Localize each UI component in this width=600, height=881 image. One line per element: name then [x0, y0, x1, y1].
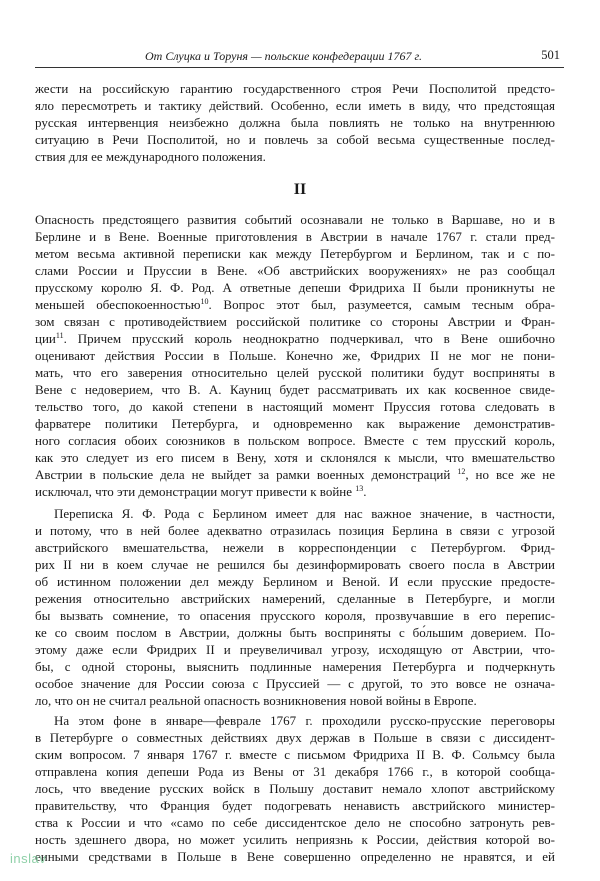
p1-line-16-rest: , но все же не: [465, 467, 555, 482]
p3-line-1: На этом фоне в январе—феврале 1767 г. проходили русско-прусские переговоры: [54, 713, 555, 728]
footnote-ref-13[interactable]: 13: [355, 484, 364, 493]
p1-line-17-rest: .: [363, 484, 367, 499]
p3-line-5: лось, что введение русских войск в Польшу доставит немало хлопот австрийскому: [35, 781, 555, 796]
running-header: [35, 46, 564, 66]
footnote-ref-12[interactable]: 12: [457, 467, 466, 476]
p1-line-13: фарватере политики Петербурга, и одновременно как выражение демонстратив-: [35, 416, 555, 431]
p1-line-9: оценивают действия России в Польше. Конечно же, Фридрих II не мог не пони-: [35, 348, 555, 363]
header-rule: [35, 67, 564, 68]
intro-line-3: русская интервенция неизбежно должна была повлиять не только на внутреннюю: [35, 115, 555, 130]
p3-line-4: отправлена копия депеши Рода из Вены от 31 декабря 1766 г., в которой сообща-: [35, 764, 555, 779]
page-number: 501: [541, 48, 560, 62]
p1-line-17: [35, 483, 555, 500]
footnote-ref-11[interactable]: 11: [55, 331, 64, 340]
p1-line-1: Опасность предстоящего развития событий осознавали не только в Варшаве, но и в: [35, 212, 555, 227]
p1-line-6-rest: . Вопрос этот был, разумеется, самым тесным обра-: [208, 297, 555, 312]
p3-line-7: ства к России и что «само по себе диссидентское дело не способно затронуть рев-: [35, 815, 555, 830]
p1-line-6-text: меньшей обеспокоенностью: [35, 297, 201, 312]
p1-line-7: [35, 313, 555, 330]
p1-line-15: как это следует из его писем в Вену, хотя и склонялся к мысли, что вмешательство: [35, 450, 555, 465]
p3-line-8: ность здешнего двора, но может усилить неприязнь к России, действия которой во-: [35, 832, 555, 847]
p2-line-4: рих II ни в коем случае не решился бы дезинформировать своего посла в Австрии: [35, 557, 555, 572]
intro-line-1: жести на российскую гарантию государственного строя Речи Посполитой предсто-: [35, 81, 555, 96]
p1-line-7-text: связан с противодействием российской политике со стороны Австрии и Фран-: [64, 314, 555, 329]
p1-line-17-text: исключал, что эти демонстрации могут привести к войне: [35, 484, 353, 499]
p1-line-8: [35, 330, 555, 347]
p1-line-2: Берлине и в Вене. Военные приготовления в Австрии в начале 1767 г. стали пред-: [35, 229, 555, 244]
p2-line-7: бы вызвать сомнение, то опасения прусского короля, прозвучавшие в его перепис-: [35, 608, 555, 623]
p1-line-5: прусскому королю Я. Ф. Род. А ответные депеши Фридриха II были проникнуты не: [35, 280, 555, 295]
p1-line-6: [35, 296, 555, 313]
p3-line-6: правительству, что Франция будет подогревать ненависть австрийского министер-: [35, 798, 555, 813]
p1-line-12: тельство того, до какой степени в настоящий момент Пруссия готова следовать в: [35, 399, 555, 414]
p1-line-8-rest: . Причем прусский король неоднократно подчеркивал, что в Вене ошибочно: [63, 331, 555, 346]
p1-line-7-start: зом: [35, 314, 55, 329]
p1-line-11: Вене с недоверием, что В. А. Кауниц будет рассматривать их как косвенное свиде-: [35, 382, 555, 397]
intro-line-2: яло пересмотреть и тактику действий. Особенно, если иметь в виду, что предстоящая: [35, 98, 555, 113]
p1-line-8-text: ции: [35, 331, 56, 346]
p2-line-2: и потому, что в ней более адекватно отразилась позиция Берлина в связи с угрозой: [35, 523, 555, 538]
footnote-ref-10[interactable]: 10: [200, 297, 209, 306]
p1-line-16: [35, 466, 555, 483]
p2-line-10: бы, с одной стороны, выяснить подлинные намерения Петербурга и подчеркнуть: [35, 659, 555, 674]
p1-line-10: мать, что его заверения относительно целей русской политики будут восприняты в: [35, 365, 555, 380]
p3-line-3: ским вопросом. 7 января 1767 г. вместе с письмом Фридриха II В. Ф. Сольмсу была: [35, 747, 555, 762]
p2-line-5: об истинном положении дел между Берлином и Веной. И если прусские предосте-: [35, 574, 555, 589]
p1-line-14: ного согласия обоих союзников в польском вопросе. Вместе с тем прусский король,: [35, 433, 555, 448]
section-heading: II: [293, 181, 307, 198]
p1-line-3: метом весьма активной переписки как между Петербургом и Берлином, так и с по-: [35, 246, 555, 261]
running-title: От Слуцка и Торуня — польские конфедерации 1767 г.: [145, 49, 423, 63]
p3-line-9: енными средствами в Польше в Вене совершенно определенно не нравятся, и ей: [35, 849, 555, 864]
p2-line-8: ке со своим послом в Австрии, должны быть восприняты с бо́льшим доверием. По-: [35, 625, 555, 640]
intro-line-4: ситуацию в Речи Посполитой, но и повлечь за собой весьма существенные послед-: [35, 132, 555, 147]
p1-line-4: слами России и Пруссии в Вене. «Об австрийских вооружениях» не раз сообщал: [35, 263, 555, 278]
p2-line-1: Переписка Я. Ф. Рода с Берлином имеет для нас важное значение, в частности,: [54, 506, 555, 521]
watermark: inslav: [10, 851, 47, 866]
p2-line-3: австрийского вмешательства, нежели в корреспонденции с Петербургом. Фрид-: [35, 540, 555, 555]
intro-line-5: ствия для ее международного положения.: [35, 149, 266, 164]
p2-line-6: режения относительно австрийских намерений, сделанные в Петербурге, и могли: [35, 591, 555, 606]
p3-line-2: в Петербурге о совместных действиях двух держав в Польше в связи с диссидент-: [35, 730, 555, 745]
p2-line-11: особое значение для России союза с Пруссией — с другой, то это вовсе не означа-: [35, 676, 555, 691]
p2-line-12: ло, что он не считал реальной опасность возникновения новой войны в Европе.: [35, 693, 477, 708]
p1-line-16-text: Австрии в польские дела не выйдет за рамки военных демонстраций: [35, 467, 451, 482]
p2-line-9: этому даже если Фридрих II и преувеличивал угрозу, исходящую от Австрии, что-: [35, 642, 555, 657]
